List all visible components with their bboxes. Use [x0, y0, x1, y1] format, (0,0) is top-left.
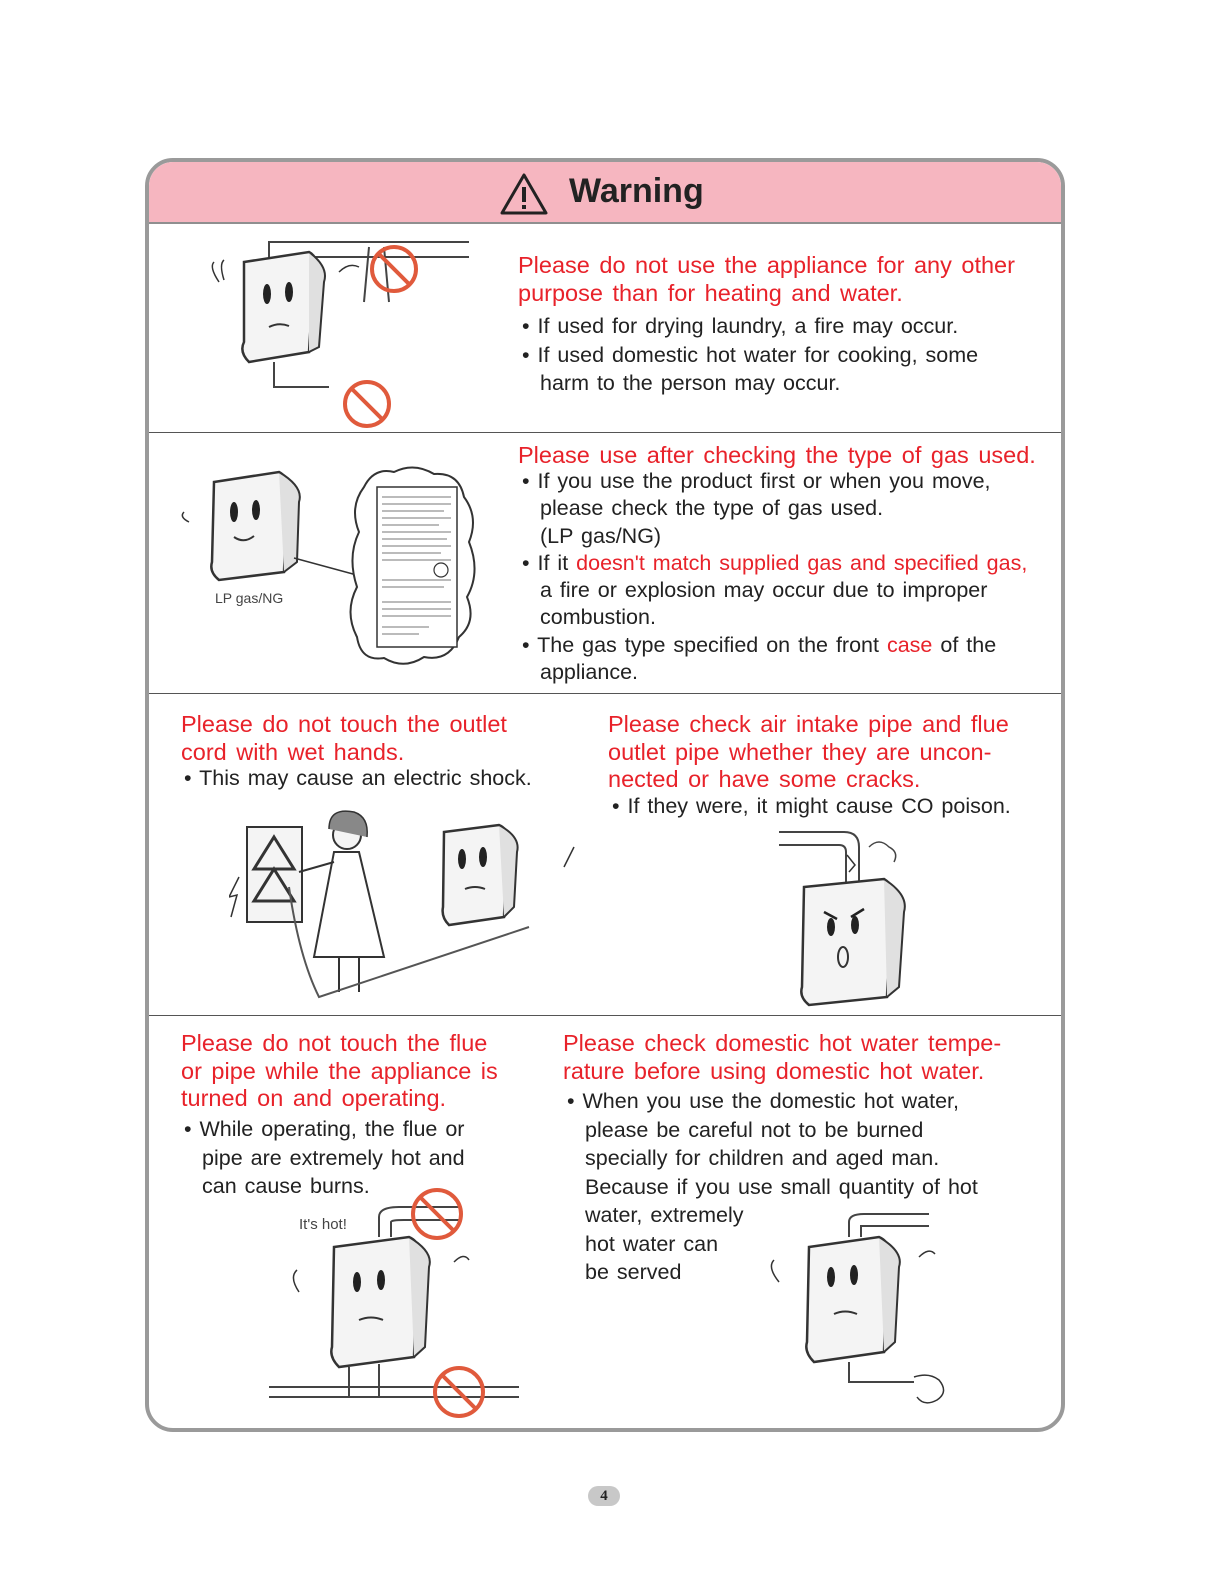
section5-body: • While operating, the flue or pipe are extremely hot and can cause burns. [184, 1117, 465, 1198]
section6-title: Please check domestic hot water tempe- rature before using domestic hot water. [563, 1030, 1002, 1084]
warning-panel [145, 158, 1065, 1432]
its-hot-label: It's hot! [299, 1216, 347, 1233]
section-divider [149, 1015, 1061, 1016]
section3-title: Please do not touch the outlet cord with wet hands. [181, 711, 507, 765]
hot-flue-illustration [259, 1182, 539, 1422]
gas-label-illustration [179, 462, 489, 682]
page-number: 4 [588, 1486, 620, 1506]
warning-header [149, 162, 1061, 224]
section-divider [149, 432, 1061, 433]
section-divider [149, 693, 1061, 694]
wet-hands-outlet-illustration [229, 807, 589, 1007]
section2-title: Please use after checking the type of gas used. [518, 442, 1036, 468]
section1-body: • If used for drying laundry, a fire may occur. • If used domestic hot water for cooking, some harm to the person may occur. [522, 314, 979, 395]
gas-type-label: LP gas/NG [215, 590, 284, 606]
hot-water-tap-illustration [749, 1202, 989, 1412]
laundry-heater-illustration [189, 222, 489, 432]
section2-body: • If you use the product first or when you move, please check the type of gas used. (LP gas/NG) • If it doesn't match supplied gas and specified gas, a fire or explosion may occur due to improper combustion. • The gas type specified on the front case of the appliance. [522, 469, 1028, 685]
section5-title: Please do not touch the flue or pipe while the appliance is turned on and operating. [181, 1030, 498, 1111]
warning-title: Warning [569, 172, 704, 210]
section1-title: Please do not use the appliance for any other purpose than for heating and water. [518, 252, 1015, 306]
section4-body: • If they were, it might cause CO poison. [612, 794, 1011, 818]
section3-body: • This may cause an electric shock. [184, 766, 532, 790]
section4-title: Please check air intake pipe and flue outlet pipe whether they are uncon- nected or have some cracks. [608, 711, 1009, 792]
warning-triangle-icon [499, 172, 549, 216]
section6-body: • When you use the domestic hot water, please be careful not to be burned specially for children and aged man. Because if you use small quantity of hot water, extremely hot water can be served [567, 1089, 978, 1284]
flue-pipe-crack-illustration [769, 827, 939, 1007]
